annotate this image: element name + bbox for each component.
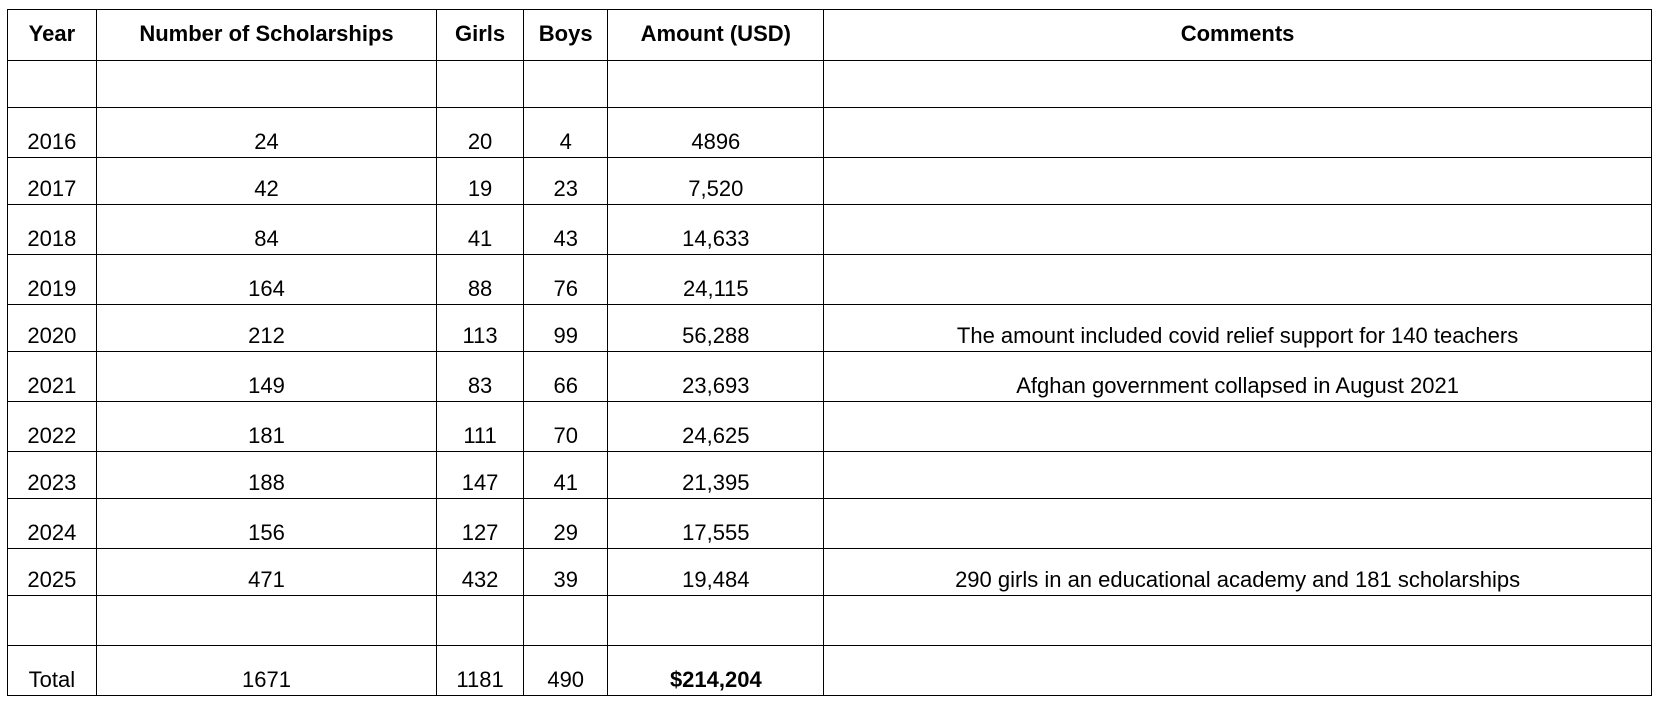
boys-cell: 76 xyxy=(523,255,608,305)
boys-cell: 43 xyxy=(523,205,608,255)
girls-cell: 88 xyxy=(437,255,524,305)
boys-cell: 70 xyxy=(523,402,608,452)
year-cell: 2024 xyxy=(8,499,97,549)
table-row xyxy=(8,352,1652,402)
comments-cell: Afghan government collapsed in August 2021 xyxy=(824,352,1652,402)
total-boys: 490 xyxy=(523,646,608,696)
comments-cell xyxy=(824,402,1652,452)
table-row xyxy=(8,305,1652,352)
header-girls: Girls xyxy=(437,10,524,61)
year-cell: 2019 xyxy=(8,255,97,305)
total-scholarships: 1671 xyxy=(96,646,436,696)
scholarships-cell: 24 xyxy=(96,108,436,158)
boys-cell: 23 xyxy=(523,158,608,205)
comments-cell: The amount included covid relief support for 140 teachers xyxy=(824,305,1652,352)
amount-cell: 4896 xyxy=(608,108,824,158)
spacer-row xyxy=(8,61,1652,108)
girls-cell: 147 xyxy=(437,452,524,499)
table-row xyxy=(8,205,1652,255)
girls-cell: 19 xyxy=(437,158,524,205)
empty-cell xyxy=(824,596,1652,646)
scholarships-cell: 42 xyxy=(96,158,436,205)
year-cell: 2021 xyxy=(8,352,97,402)
amount-cell: 19,484 xyxy=(608,549,824,596)
year-cell: 2022 xyxy=(8,402,97,452)
empty-cell xyxy=(96,61,436,108)
girls-cell: 127 xyxy=(437,499,524,549)
table-row xyxy=(8,402,1652,452)
header-scholarships: Number of Scholarships xyxy=(96,10,436,61)
year-cell: 2016 xyxy=(8,108,97,158)
header-row xyxy=(8,10,1652,61)
scholarships-cell: 84 xyxy=(96,205,436,255)
boys-cell: 99 xyxy=(523,305,608,352)
boys-cell: 39 xyxy=(523,549,608,596)
total-label: Total xyxy=(8,646,97,696)
empty-cell xyxy=(8,61,97,108)
amount-cell: 14,633 xyxy=(608,205,824,255)
empty-cell xyxy=(824,61,1652,108)
year-cell: 2020 xyxy=(8,305,97,352)
amount-cell: 17,555 xyxy=(608,499,824,549)
empty-cell xyxy=(8,596,97,646)
year-cell: 2023 xyxy=(8,452,97,499)
boys-cell: 29 xyxy=(523,499,608,549)
spacer-row xyxy=(8,596,1652,646)
year-cell: 2025 xyxy=(8,549,97,596)
total-comments xyxy=(824,646,1652,696)
scholarships-cell: 188 xyxy=(96,452,436,499)
girls-cell: 83 xyxy=(437,352,524,402)
year-cell: 2018 xyxy=(8,205,97,255)
scholarships-cell: 471 xyxy=(96,549,436,596)
table-row xyxy=(8,158,1652,205)
boys-cell: 4 xyxy=(523,108,608,158)
girls-cell: 41 xyxy=(437,205,524,255)
header-comments: Comments xyxy=(824,10,1652,61)
amount-cell: 21,395 xyxy=(608,452,824,499)
scholarships-cell: 212 xyxy=(96,305,436,352)
empty-cell xyxy=(523,596,608,646)
empty-cell xyxy=(96,596,436,646)
empty-cell xyxy=(437,596,524,646)
amount-cell: 7,520 xyxy=(608,158,824,205)
scholarship-table xyxy=(7,9,1652,696)
comments-cell: 290 girls in an educational academy and 181 scholarships xyxy=(824,549,1652,596)
girls-cell: 111 xyxy=(437,402,524,452)
empty-cell xyxy=(608,596,824,646)
header-amount: Amount (USD) xyxy=(608,10,824,61)
empty-cell xyxy=(608,61,824,108)
comments-cell xyxy=(824,108,1652,158)
comments-cell xyxy=(824,499,1652,549)
amount-cell: 56,288 xyxy=(608,305,824,352)
table-row xyxy=(8,255,1652,305)
comments-cell xyxy=(824,255,1652,305)
scholarships-cell: 156 xyxy=(96,499,436,549)
amount-cell: 24,625 xyxy=(608,402,824,452)
header-boys: Boys xyxy=(523,10,608,61)
total-amount: $214,204 xyxy=(608,646,824,696)
comments-cell xyxy=(824,205,1652,255)
boys-cell: 41 xyxy=(523,452,608,499)
empty-cell xyxy=(437,61,524,108)
total-girls: 1181 xyxy=(437,646,524,696)
boys-cell: 66 xyxy=(523,352,608,402)
table-row xyxy=(8,108,1652,158)
girls-cell: 113 xyxy=(437,305,524,352)
girls-cell: 20 xyxy=(437,108,524,158)
comments-cell xyxy=(824,452,1652,499)
table-row xyxy=(8,452,1652,499)
amount-cell: 24,115 xyxy=(608,255,824,305)
scholarships-cell: 149 xyxy=(96,352,436,402)
scholarships-cell: 164 xyxy=(96,255,436,305)
total-row xyxy=(8,646,1652,696)
empty-cell xyxy=(523,61,608,108)
year-cell: 2017 xyxy=(8,158,97,205)
table-row xyxy=(8,549,1652,596)
amount-cell: 23,693 xyxy=(608,352,824,402)
comments-cell xyxy=(824,158,1652,205)
table-row xyxy=(8,499,1652,549)
girls-cell: 432 xyxy=(437,549,524,596)
header-year: Year xyxy=(8,10,97,61)
scholarships-cell: 181 xyxy=(96,402,436,452)
